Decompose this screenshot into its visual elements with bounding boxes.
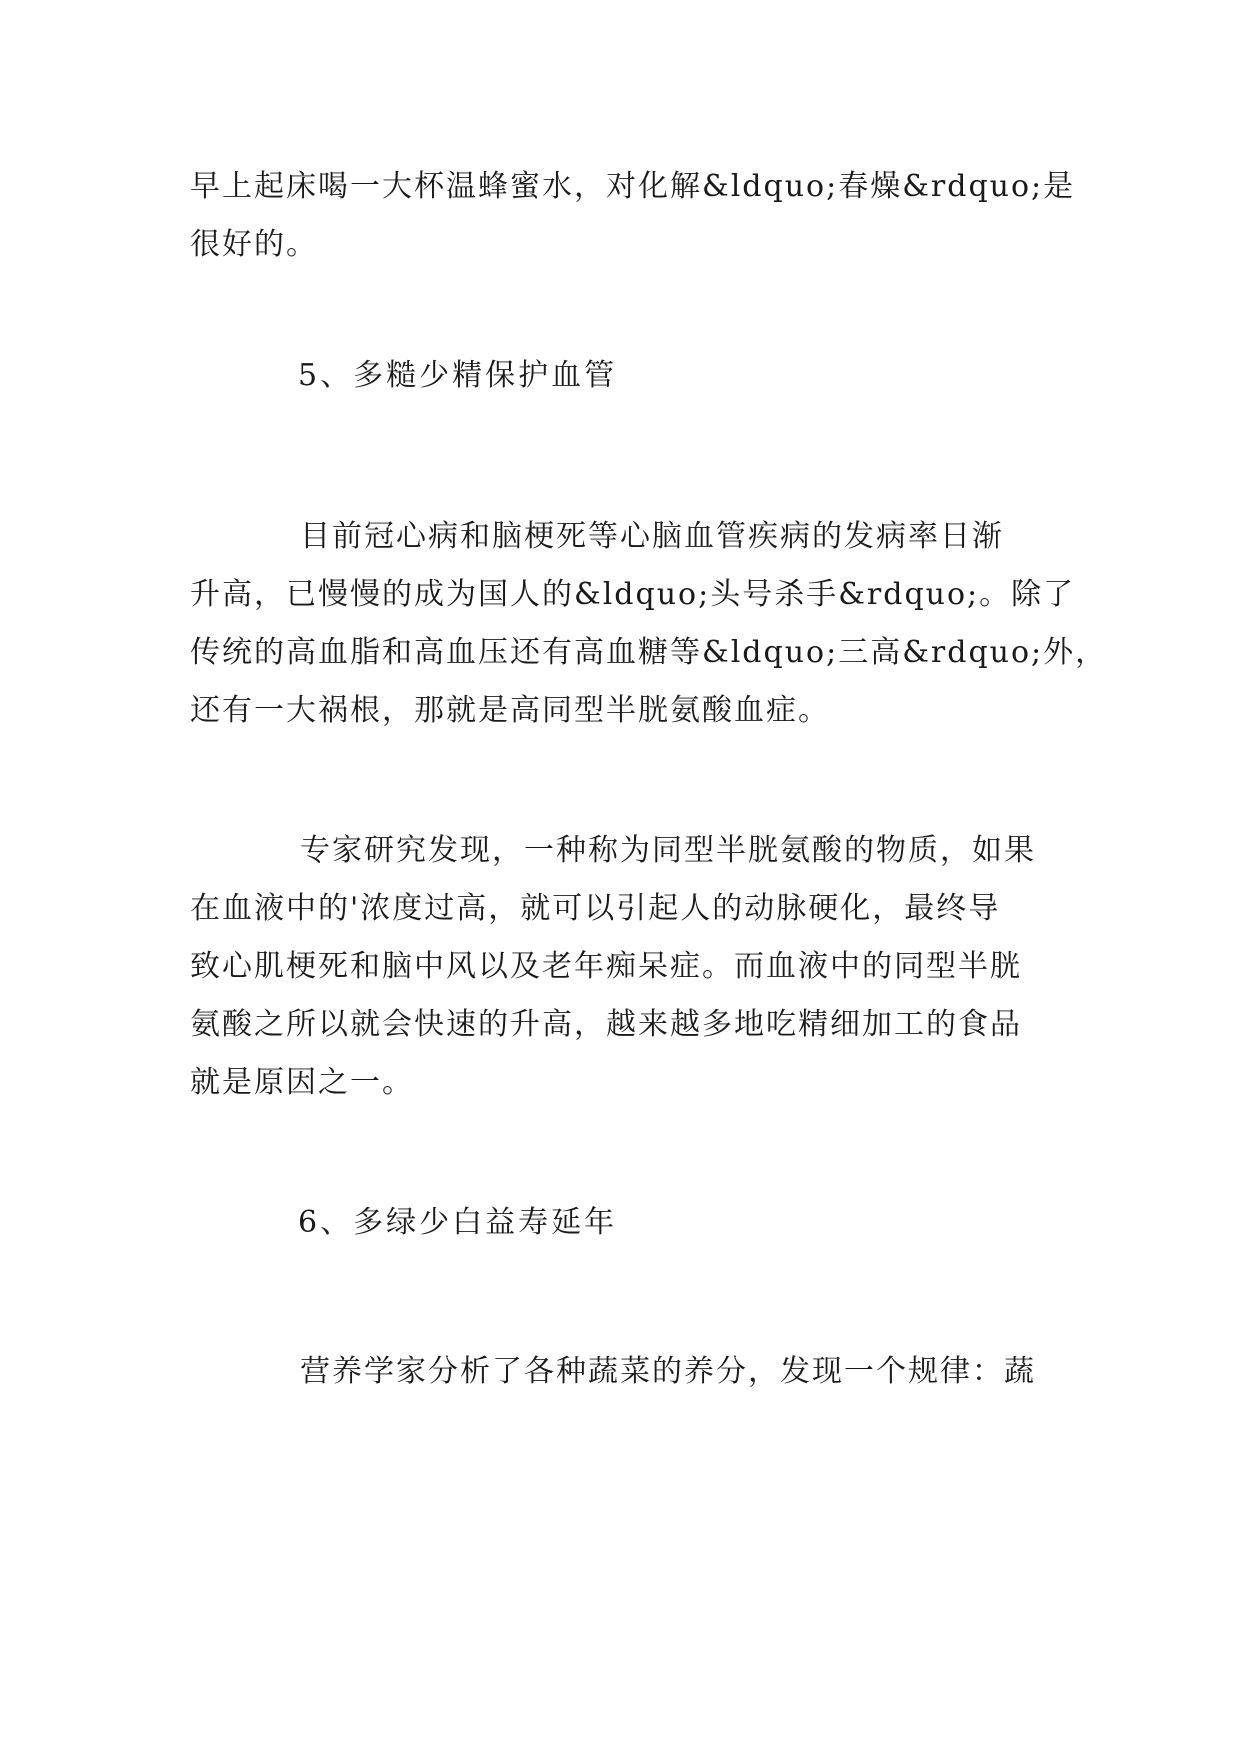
paragraph-spring-dryness: [190, 158, 1076, 274]
text-line: 在血液中的'浓度过高，就可以引起人的动脉硬化，最终导: [190, 891, 1001, 926]
text-line: 致心肌梗死和脑中风以及老年痴呆症。而血液中的同型半胱: [190, 949, 1022, 984]
text-line: 还有一大祸根，那就是高同型半胱氨酸血症。: [190, 693, 830, 728]
text-line: 目前冠心病和脑梗死等心脑血管疾病的发病率日渐: [300, 519, 1004, 554]
text-line: 氨酸之所以就会快速的升高，越来越多地吃精细加工的食品: [190, 1007, 1022, 1042]
paragraph-vegetables: [190, 1343, 1050, 1401]
text-line: 营养学家分析了各种蔬菜的养分，发现一个规律：蔬: [300, 1354, 1036, 1389]
text-line: 很好的。: [190, 227, 318, 262]
text-line: 专家研究发现，一种称为同型半胱氨酸的物质，如果: [300, 833, 1036, 868]
text-line: 就是原因之一。: [190, 1065, 414, 1100]
section-heading-6: 6、多绿少白益寿延年: [298, 1205, 618, 1240]
paragraph-cardiovascular: [190, 508, 1108, 740]
text-line: 升高，已慢慢的成为国人的&ldquo;头号杀手&rdquo;。除了: [190, 577, 1076, 612]
paragraph-homocysteine: [190, 822, 1050, 1112]
text-line: 早上起床喝一大杯温蜂蜜水，对化解&ldquo;春燥&rdquo;是: [190, 169, 1076, 204]
text-line: 传统的高血脂和高血压还有高血糖等&ldquo;三高&rdquo;外，: [190, 635, 1108, 670]
section-heading-5: 5、多糙少精保护血管: [298, 358, 618, 393]
